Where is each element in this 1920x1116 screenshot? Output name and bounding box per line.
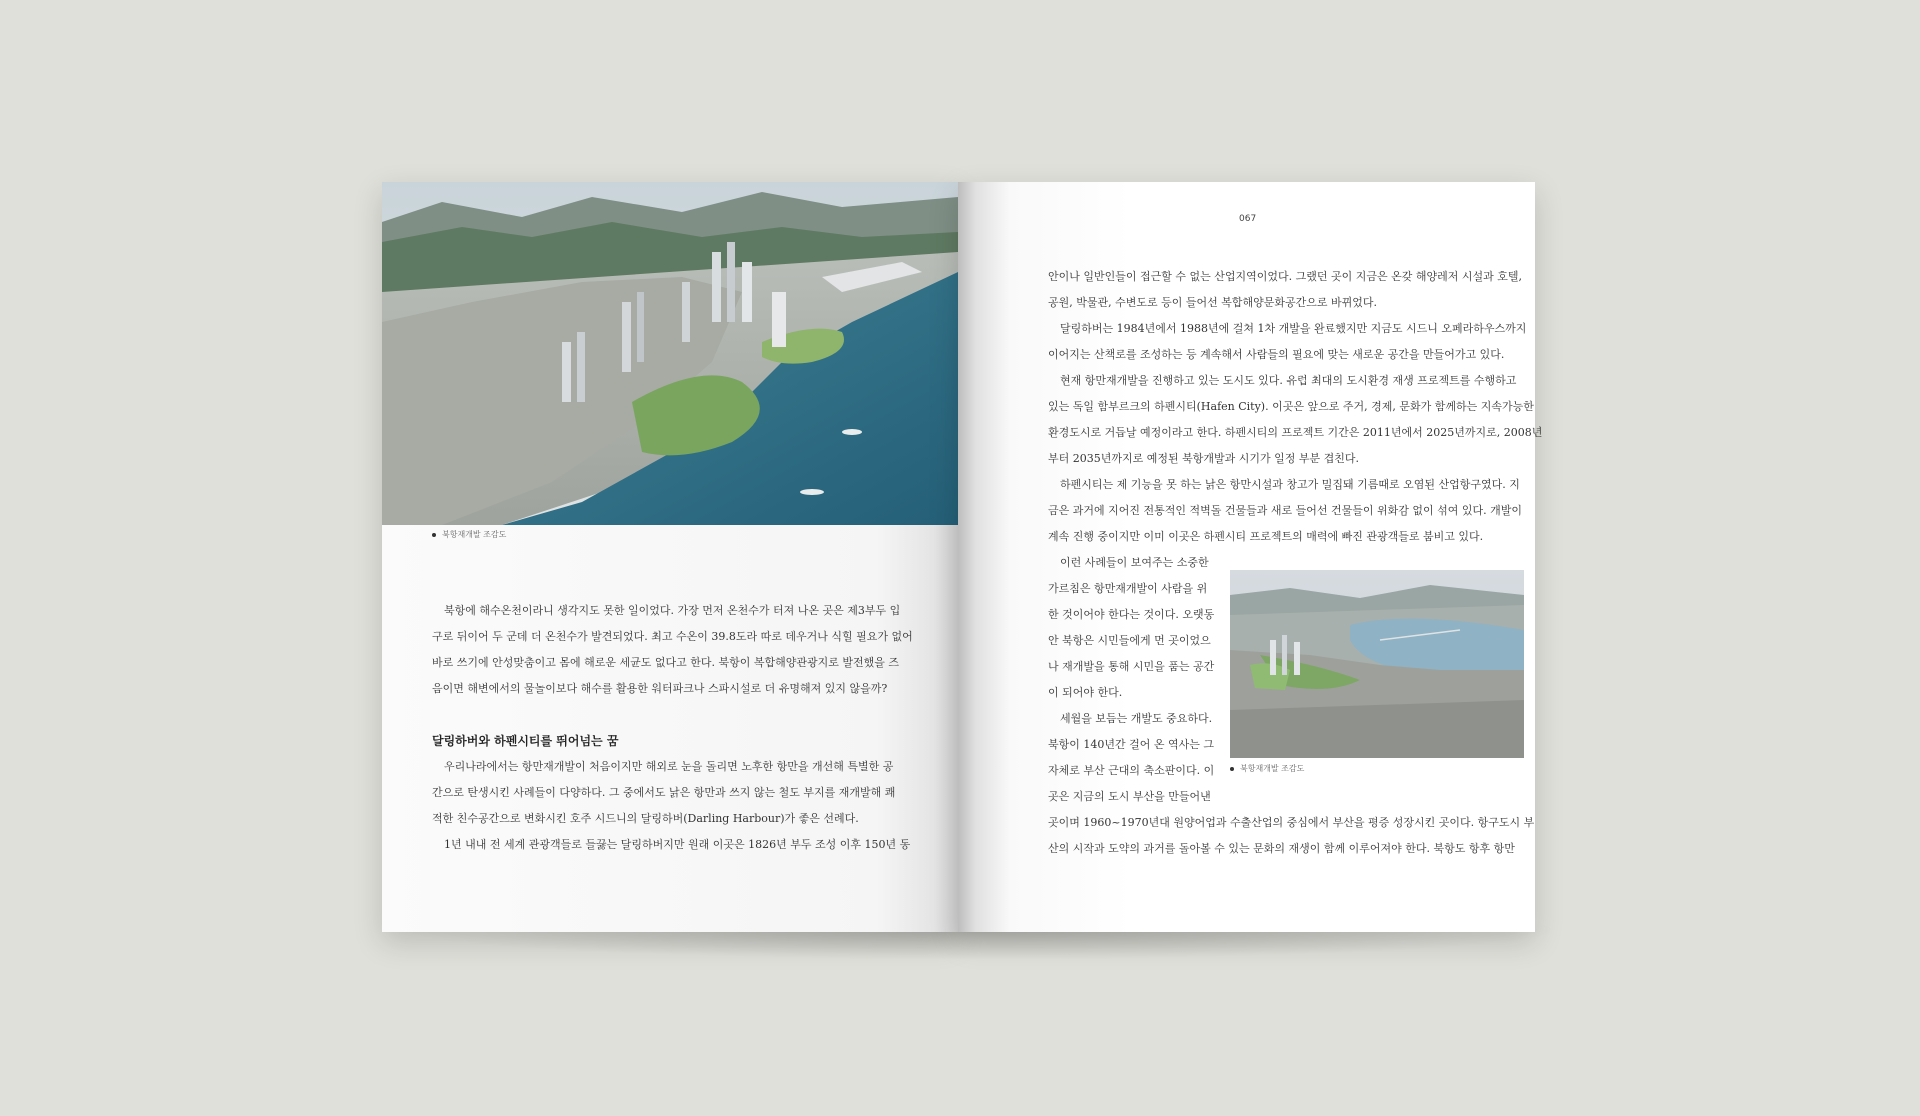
text-line: 하펜시티는 제 기능을 못 하는 낡은 항만시설과 창고가 밀집돼 기름때로 오염된 산업항구였다. 지	[1060, 478, 1520, 491]
text-line: 현재 항만재개발을 진행하고 있는 도시도 있다. 유럽 최대의 도시환경 재생 프로젝트를 수행하고	[1060, 374, 1517, 387]
right-side-paragraph	[1048, 550, 1220, 810]
text-line: 이 되어야 한다.	[1048, 686, 1123, 699]
text-line: 우리나라에서는 항만재개발이 처음이지만 해외로 눈을 돌리면 노후한 항만을 개선해 특별한 공	[444, 760, 894, 773]
page-number: 067	[1239, 214, 1257, 224]
text-line: 곳은 지금의 도시 부산을 만들어낸	[1048, 790, 1211, 803]
right-photo-caption	[1230, 763, 1304, 774]
aerial-photo-busan-north-port	[382, 182, 958, 525]
text-line: 구로 뒤이어 두 군데 더 온천수가 발견되었다. 최고 수온이 39.8도라 따로 데우거나 식힐 필요가 없어	[432, 630, 913, 643]
text-line: 산의 시작과 도약의 과거를 돌아볼 수 있는 문화의 재생이 함께 이루어져야 한다. 북항도 항후 항만	[1048, 842, 1515, 855]
text-line: 자체로 부산 근대의 축소판이다. 이	[1048, 764, 1215, 777]
left-section-paragraph	[432, 754, 911, 858]
text-line: 음이면 해변에서의 물놀이보다 해수를 활용한 워터파크나 스파시설로 더 유명해져 있지 않을까?	[432, 682, 888, 695]
text-line: 환경도시로 거듭날 예정이라고 한다. 하펜시티의 프로젝트 기간은 2011년에서 2025년까지로, 2008년	[1048, 426, 1543, 439]
text-line: 안이나 일반인들이 접근할 수 없는 산업지역이었다. 그랬던 곳이 지금은 온갖 해양레저 시설과 호텔,	[1048, 270, 1522, 283]
text-line: 북항이 140년간 걸어 온 역사는 그	[1048, 738, 1214, 751]
text-line: 공원, 박물관, 수변도로 등이 들어선 복합해양문화공간으로 바뀌었다.	[1048, 296, 1377, 309]
text-line: 이어지는 산책로를 조성하는 등 계속해서 사람들의 필요에 맞는 새로운 공간을 만들어가고 있다.	[1048, 348, 1505, 361]
right-bottom-paragraph	[1048, 810, 1535, 862]
text-line: 적한 친수공간으로 변화시킨 호주 시드니의 달링하버(Darling Harbour)가 좋은 선례다.	[432, 812, 859, 825]
text-line: 금은 과거에 지어진 전통적인 적벽돌 건물들과 새로 들어선 건물들이 위화감 없이 섞여 있다. 개발이	[1048, 504, 1522, 517]
text-line: 북항에 해수온천이라니 생각지도 못한 일이었다. 가장 먼저 온천수가 터져 나온 곳은 제3부두 입	[444, 604, 901, 617]
text-line: 바로 쓰기에 안성맞춤이고 몸에 해로운 세균도 없다고 한다. 북항이 복합해양관광지로 발전했을 즈	[432, 656, 899, 669]
text-line: 가르침은 항만재개발이 사람을 위	[1048, 582, 1208, 595]
text-line: 안 북항은 시민들에게 먼 곳이었으	[1048, 634, 1211, 647]
text-line: 나 재개발을 통해 시민을 품는 공간	[1048, 660, 1215, 673]
text-line: 한 것이어야 한다는 것이다. 오랫동	[1048, 608, 1215, 621]
text-line: 부터 2035년까지로 예정된 북항개발과 시기가 일정 부분 겹친다.	[1048, 452, 1359, 465]
left-photo-caption	[432, 529, 506, 540]
bullet-dot-icon	[1230, 767, 1234, 771]
text-line: 간으로 탄생시킨 사례들이 다양하다. 그 중에서도 낡은 항만과 쓰지 않는 철도 부지를 재개발해 쾌	[432, 786, 896, 799]
aerial-photo-harbor-inset	[1230, 570, 1524, 758]
text-line: 이런 사례들이 보여주는 소중한	[1060, 556, 1209, 569]
text-line: 곳이며 1960~1970년대 원양어업과 수출산업의 중심에서 부산을 평증 성장시킨 곳이다. 항구도시 부	[1048, 816, 1535, 829]
right-top-paragraphs	[1048, 264, 1543, 550]
text-line: 달링하버는 1984년에서 1988년에 걸쳐 1차 개발을 완료했지만 지금도 시드니 오페라하우스까지	[1060, 322, 1527, 335]
text-line: 1년 내내 전 세계 관광객들로 들끓는 달링하버지만 원래 이곳은 1826년 부두 조성 이후 150년 동	[444, 838, 911, 851]
right-photo-caption-text: 북항재개발 조감도	[1240, 764, 1305, 773]
text-line: 계속 진행 중이지만 이미 이곳은 하펜시티 프로젝트의 매력에 빠진 관광객들로 붐비고 있다.	[1048, 530, 1484, 543]
right-page	[958, 182, 1543, 932]
text-line: 세월을 보듬는 개발도 중요하다.	[1060, 712, 1213, 725]
left-photo-caption-text: 북항재개발 조감도	[442, 530, 507, 539]
text-line: 있는 독일 함부르크의 하펜시티(Hafen City). 이곳은 앞으로 주거, 경제, 문화가 함께하는 지속가능한	[1048, 400, 1534, 413]
section-heading: 달링하버와 하펜시티를 뛰어넘는 꿈	[432, 734, 619, 748]
left-page	[382, 182, 958, 932]
left-intro-paragraph	[432, 598, 913, 702]
bullet-dot-icon	[432, 533, 436, 537]
